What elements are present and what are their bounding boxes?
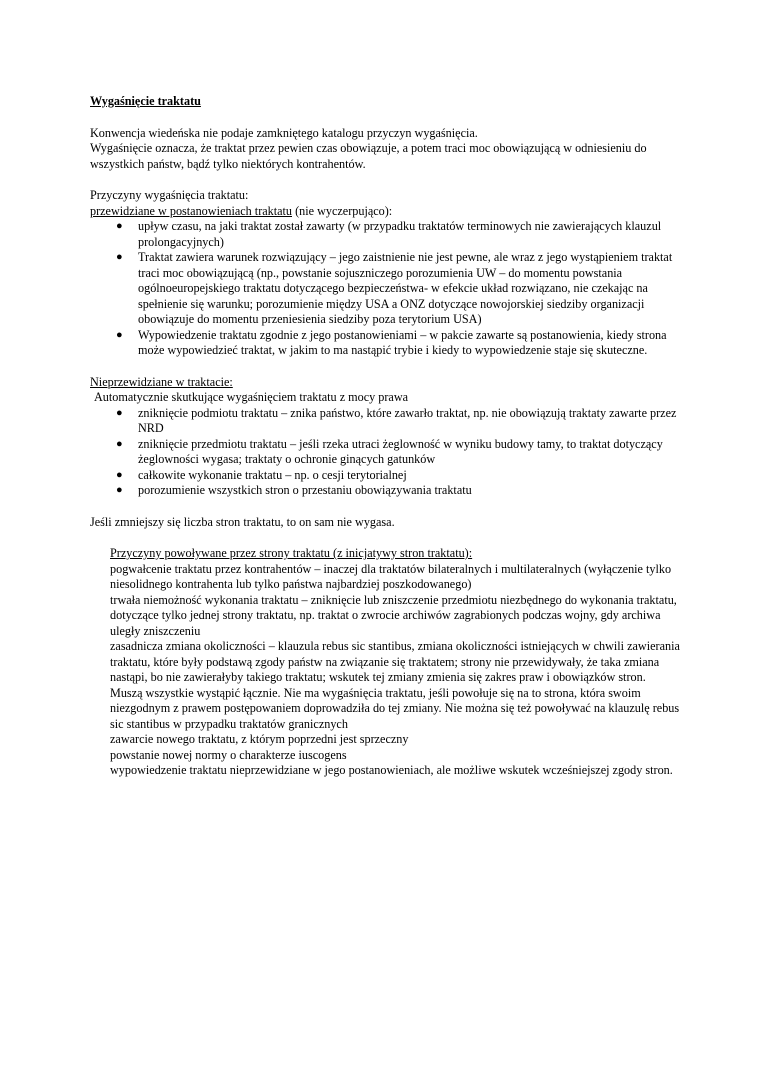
list-item: zasadnicza zmiana okoliczności – klauzula rebus sic stantibus, zmiana okoliczności istniejących w chwili zawierania traktatu, które były podstawą zgody państw na związanie się traktatem; strony nie przewidywały, że taka zmiana nastąpi, bo nie zawierałyby takiego traktatu; wskutek tej zmiany zmienia się zakres praw i obowiązków stron. Muszą wszystkie wystąpić łącznie. Nie ma wygaśnięcia traktatu, jeśli powołuje się na to strona, która swoim niezgodnym z prawem postępowaniem doprowadziła do tej zmiany. Nie można się też powoływać na klauzulę rebus sic stantibus w przypadku traktatów granicznych <box>110 639 680 731</box>
document-page <box>90 94 680 779</box>
section2-list <box>90 406 680 499</box>
bullet-icon: ● <box>116 484 123 496</box>
intro-line-2: Wygaśnięcie oznacza, że traktat przez pewien czas obowiązuje, a potem traci moc obowiązującą w odniesieniu do wszystkich państw, bądź tylko niektórych kontrahentów. <box>90 141 647 171</box>
section1-sub-underlined: przewidziane w postanowieniach traktatu <box>90 203 293 218</box>
bullet-icon: ● <box>116 437 123 450</box>
section1-list <box>90 219 680 359</box>
list-item: pogwałcenie traktatu przez kontrahentów – inaczej dla traktatów bilateralnych i multilateralnych (wyłączenie tylko niesolidnego kontrahenta lub tylko państwa najbardziej poszkodowanego) <box>110 561 672 591</box>
list-item: ● zniknięcie przedmiotu traktatu – jeśli rzeka utraci żeglowność w wyniku budowy tamy, to traktat dotyczący żeglowności wygasa; traktaty o ochronie ginących gatunków <box>116 436 663 466</box>
list-item: ● Traktat zawiera warunek rozwiązujący – jego zaistnienie nie jest pewne, ale wraz z jego wystąpieniem traktat traci moc obowiązującą (np., powstanie sojuszniczego porozumienia UW – do momentu powstania ogólnoeuropejskiego traktatu dotyczącego bezpieczeństwa- w efekcie układ rozwiązano, nie czekając na spełnienie się warunku; porozumienie między USA a ONZ dotyczące nowojorskiej siedziby organizacji obowiązuje do momentu przeniesienia siedziby poza terytorium USA) <box>116 250 673 326</box>
page-title: Wygaśnięcie traktatu <box>90 94 201 108</box>
section2-heading: Nieprzewidziane w traktacie: <box>90 374 233 389</box>
section1-heading: Przyczyny wygaśnięcia traktatu: <box>90 188 249 202</box>
list-item: ● zniknięcie podmiotu traktatu – znika państwo, które zawarło traktat, np. nie obowiązują traktaty zawarte przez NRD <box>116 405 677 435</box>
section1-subheading <box>90 204 680 220</box>
list-item: ● upływ czasu, na jaki traktat został zawarty (w przypadku traktatów terminowych nie zawierających klauzul prolongacyjnych) <box>116 219 662 249</box>
list-item: zawarcie nowego traktatu, z którym poprzedni jest sprzeczny <box>110 732 409 746</box>
list-item: ● Wypowiedzenie traktatu zgodnie z jego postanowieniami – w pakcie zawarte są postanowienia, kiedy strona może wypowiedzieć traktat, w jakim to ma nastąpić trybie i kiedy to wypowiedzenie staje się skuteczne. <box>116 327 667 357</box>
intro-line-1: Konwencja wiedeńska nie podaje zamkniętego katalogu przyczyn wygaśnięcia. <box>90 125 478 140</box>
section1-sub-rest: (nie wyczerpująco): <box>292 203 393 218</box>
section3-list <box>90 562 680 779</box>
section3-heading: Przyczyny powoływane przez strony traktatu (z inicjatywy stron traktatu): <box>110 546 473 560</box>
list-item: powstanie nowej normy o charakterze iuscogens <box>110 747 347 762</box>
note: Jeśli zmniejszy się liczba stron traktatu, to on sam nie wygasa. <box>90 514 395 529</box>
bullet-icon: ● <box>116 220 123 232</box>
bullet-icon: ● <box>116 406 123 419</box>
section2-subheading: Automatycznie skutkujące wygaśnięciem traktatu z mocy prawa <box>94 390 409 404</box>
bullet-icon: ● <box>116 468 123 481</box>
list-item: ● porozumienie wszystkich stron o przestaniu obowiązywania traktatu <box>116 483 472 497</box>
bullet-icon: ● <box>116 328 123 341</box>
list-item: wypowiedzenie traktatu nieprzewidziane w jego postanowieniach, ale możliwe wskutek wcześniejszej zgody stron. <box>110 763 673 777</box>
bullet-icon: ● <box>116 251 123 263</box>
list-item: trwała niemożność wykonania traktatu – zniknięcie lub zniszczenie przedmiotu niezbędnego do wykonania traktatu, dotyczące tylko jednej strony traktatu, np. traktat o zwrocie archiwów zagrabionych podczas wojny, gdy archiwa uległy zniszczeniu <box>110 592 677 638</box>
list-item: ● całkowite wykonanie traktatu – np. o cesji terytorialnej <box>116 467 407 482</box>
